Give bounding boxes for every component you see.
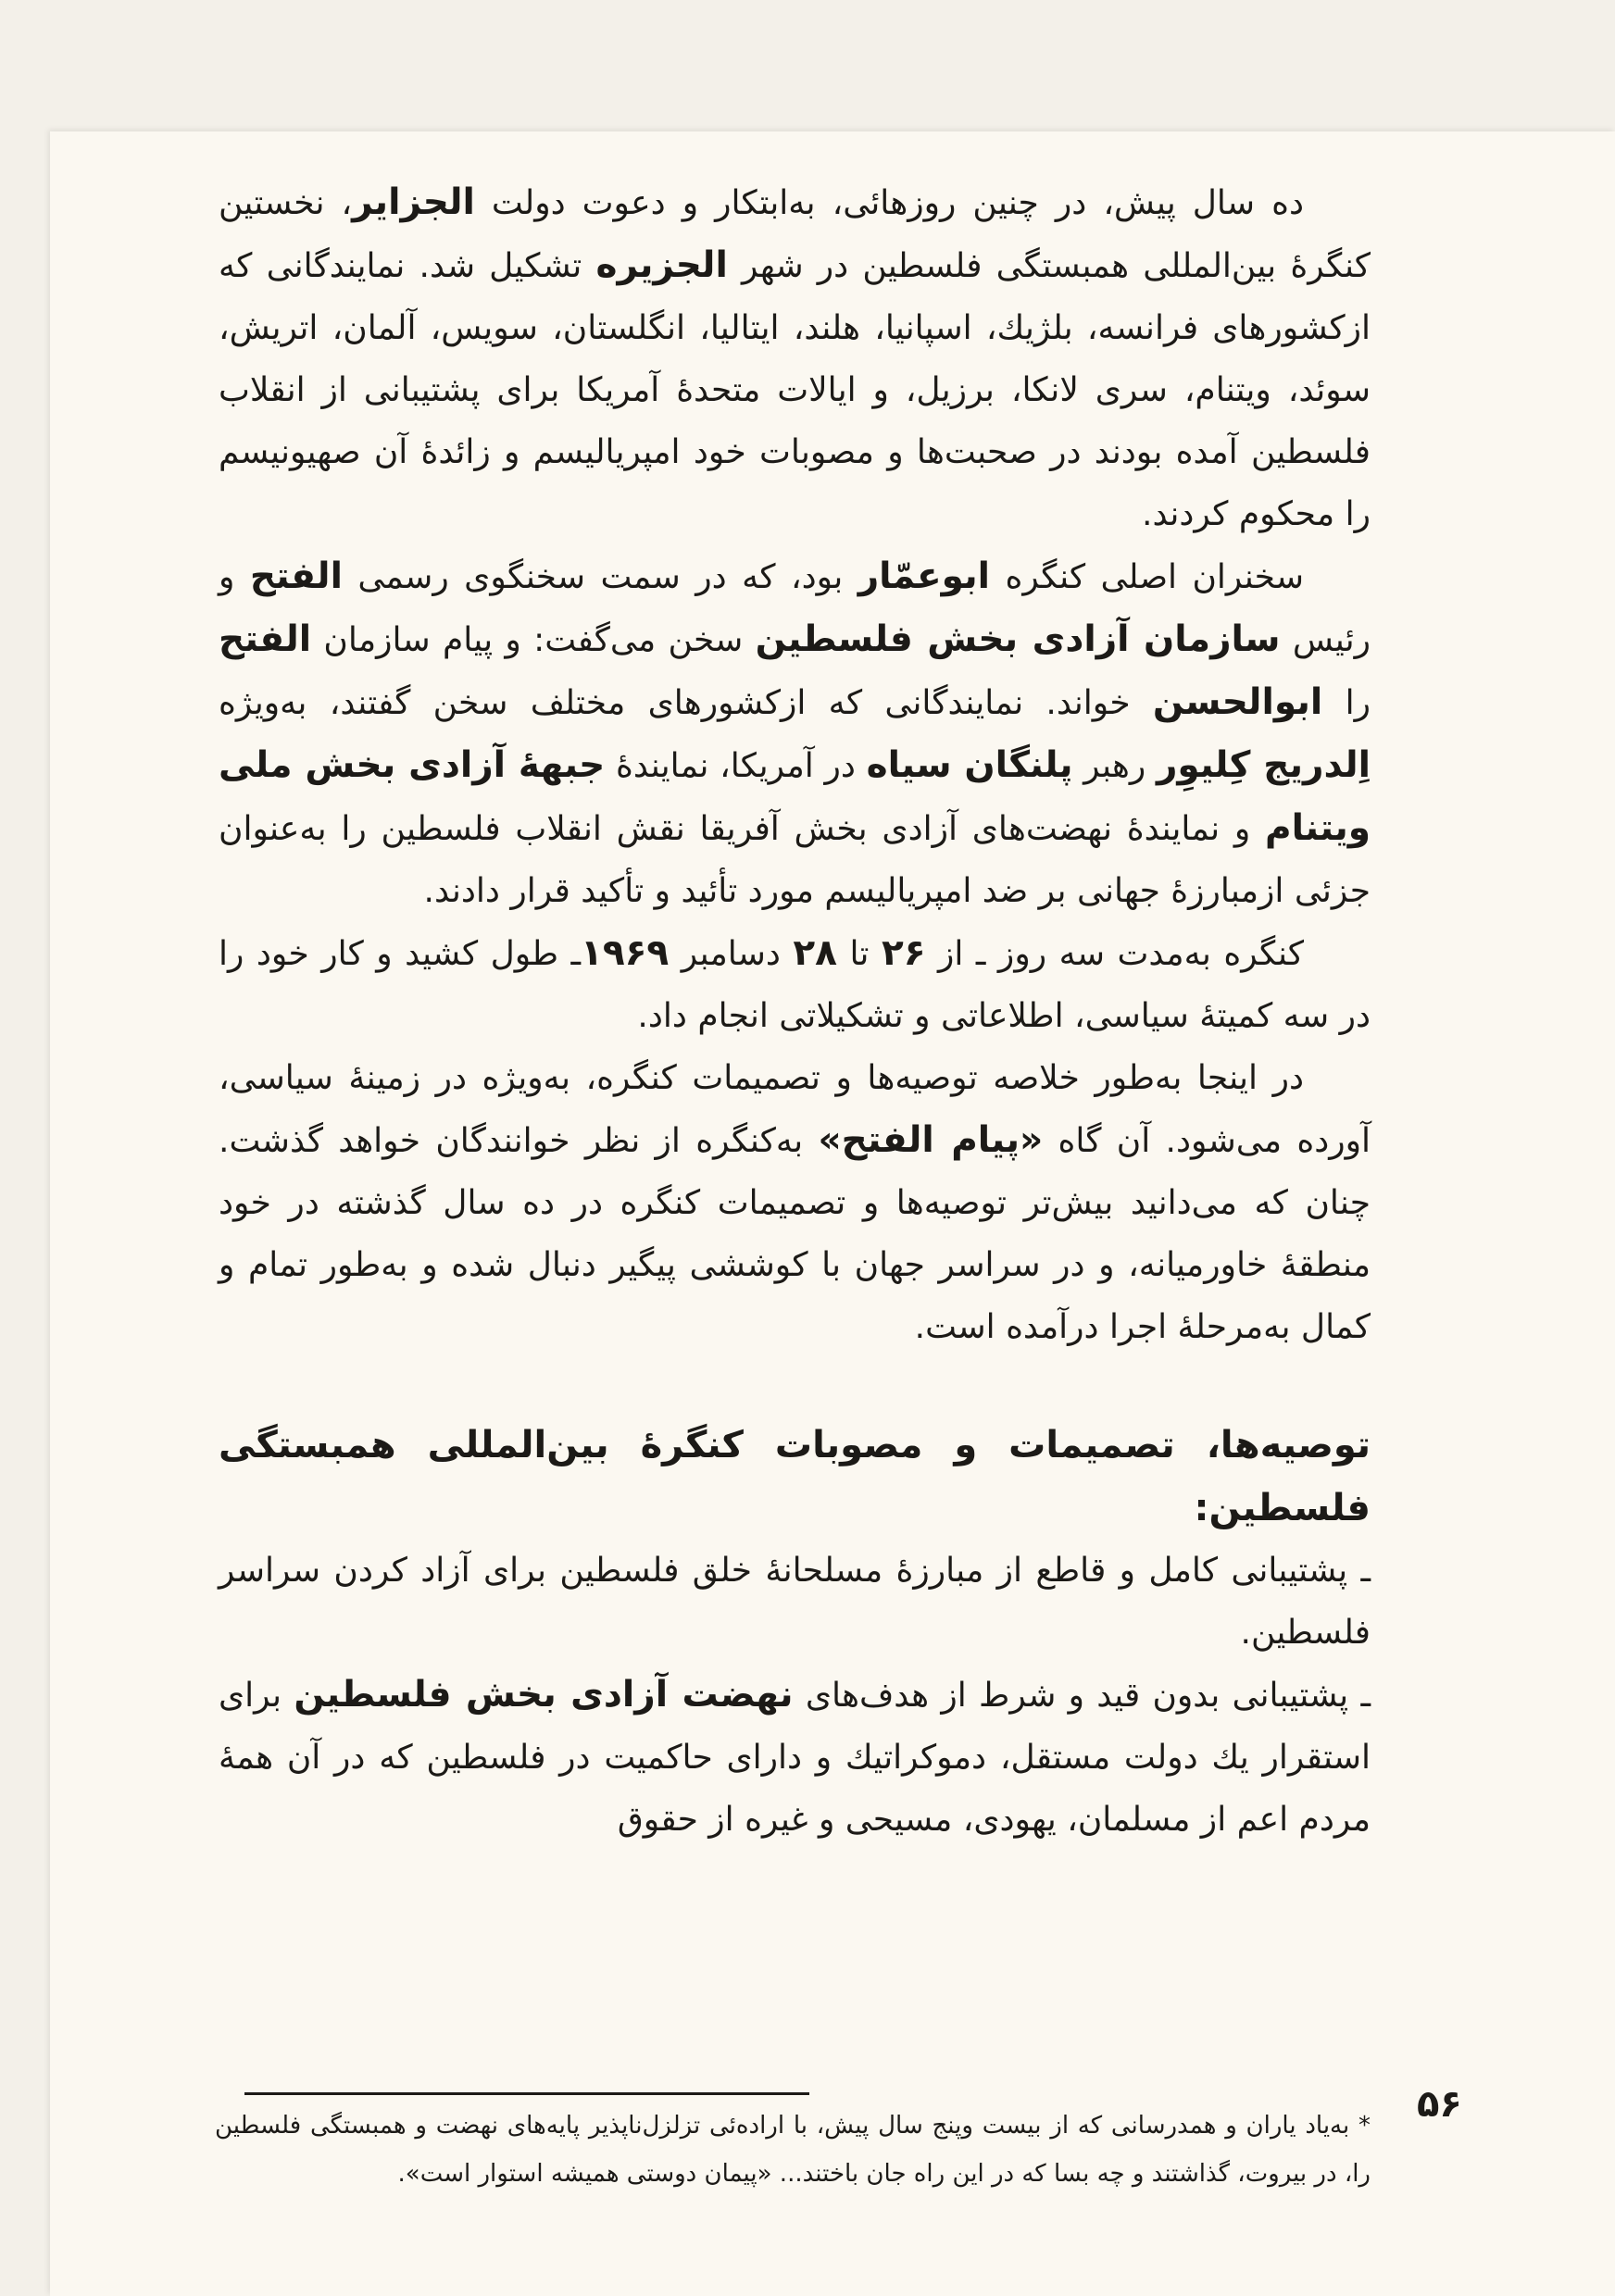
bold-text: اِلدریج کِلیوِر <box>1156 744 1371 786</box>
bold-text: ابوالحسن <box>1152 681 1323 723</box>
section-gap <box>219 1358 1371 1414</box>
bold-text: جبههٔ آزادی بخش ملی ویتنام <box>219 744 1371 849</box>
text-run: سخن می‌گفت: و پیام سازمان <box>311 621 756 659</box>
text-run: برای استقرار یك دولت مستقل، دموکراتیك و دارای حاکمیت در فلسطین که در آن همهٔ مردم اعم از مسلمان، یهودی، مسیحی و غیره از حقوق <box>219 1677 1371 1839</box>
text-run: سخنران اصلی کنگره <box>990 558 1305 596</box>
text-run: تا <box>836 935 882 973</box>
text-run: دسامبر <box>669 935 794 973</box>
text-run: ـ پشتیبانی کامل و قاطع از مبارزهٔ مسلحانهٔ خلق فلسطین برای آزاد کردن سراسر فلسطین. <box>219 1552 1371 1652</box>
text-run: و نمایندهٔ نهضت‌های آزادی بخش آفریقا نقش انقلاب فلسطین را به‌عنوان جزئی ازمبارزهٔ جهانی بر ضد امپریالیسم مورد تأئید و تأکید قرار دادند. <box>219 810 1371 910</box>
text-run: خواند. نمایندگانی که ازکشورهای مختلف سخن گفتند، به‌ویژه <box>219 684 1153 722</box>
body-text <box>219 171 1371 1851</box>
paragraph <box>219 171 1371 545</box>
paragraph <box>219 922 1371 1047</box>
bullet-item <box>219 1540 1371 1664</box>
page-number: ۵۶ <box>1417 2083 1462 2126</box>
text-run: رهبر <box>1072 747 1157 785</box>
bullet-item <box>219 1664 1371 1851</box>
bold-text: نهضت آزادی بخش فلسطین <box>294 1674 794 1716</box>
text-run: تشکیل شد. نمایندگانی که ازکشورهای فرانسه، بلژیك، اسپانیا، هلند، ایتالیا، انگلستان، سویس، آلمان، اتریش، سوئد، ویتنام، سری لانکا، برزیل، و ایالات متحدهٔ آمریکا برای پشتیبانی از انقلاب فلسطین آمده بودند در صحبت‌ها و مصوبات خود امپریالیسم و زائدهٔ آن صهیونیسم را محکوم کردند. <box>219 247 1371 533</box>
bold-text: سازمان آزادی بخش فلسطین <box>755 618 1281 660</box>
bold-text: الجزایر <box>352 181 475 223</box>
text-run: ، نخستین کنگرهٔ بین‌المللی همبستگی فلسطین در شهر <box>219 184 1371 285</box>
text-run: در آمریکا، نمایندهٔ <box>605 747 867 785</box>
bold-text: الفتح <box>249 555 343 597</box>
text-run: به‌کنگره از نظر خوانندگان خواهد گذشت. چنان که می‌دانید بیش‌تر توصیه‌ها و تصمیمات کنگره در ده سال گذشته در خود منطقهٔ خاورمیانه، و در سراسر جهان با کوششی پیگیر دنبال شده و به‌طور تمام و کمال به‌مرحلهٔ اجرا درآمده است. <box>219 1122 1371 1346</box>
footnote-rule <box>244 2092 809 2095</box>
paragraph <box>219 545 1371 922</box>
paragraph <box>219 1047 1371 1358</box>
bold-text: ابوعمّار <box>858 555 991 597</box>
bold-text: الجزیره <box>595 244 728 286</box>
text-run: کنگره به‌مدت سه روز ـ از <box>925 935 1304 973</box>
section-heading: توصیه‌ها، تصمیمات و مصوبات کنگرهٔ بین‌المللی همبستگی فلسطین: <box>219 1424 1371 1529</box>
bold-text: ۲۶ <box>881 932 926 974</box>
bold-text: ۱۹۶۹ <box>581 932 670 974</box>
text-run: ـ طول کشید و کار خود را در سه کمیتهٔ سیاسی، اطلاعاتی و تشکیلاتی انجام داد. <box>219 935 1371 1035</box>
bold-text: الفتح <box>219 618 312 660</box>
text-run: و رئیس <box>219 558 1371 659</box>
footnote <box>215 2102 1371 2198</box>
text-run: را <box>1322 684 1371 722</box>
footnote-text: * به‌یاد یاران و همدرسانی که از بیست وپنج سال پیش، با اراده‌ئی تزلزل‌ناپذیر پایه‌های نهضت و همبستگی فلسطین را، در بیروت، گذاشتند و چه بسا که در این راه جان باختند... «پیمان دوستی همیشه استوار است». <box>215 2112 1371 2188</box>
text-run: بود، که در سمت سخنگوی رسمی <box>342 558 858 596</box>
text-run: ـ پشتیبانی بدون قید و شرط از هدف‌های <box>793 1677 1371 1715</box>
text-run: در اینجا به‌طور خلاصه توصیه‌ها و تصمیمات کنگره، به‌ویژه در زمینهٔ سیاسی، آورده می‌شود. آن گاه <box>219 1059 1371 1160</box>
bold-text: ۲۸ <box>793 932 837 974</box>
bold-text: پلنگان سیاه <box>866 744 1073 786</box>
bold-text: «پیام الفتح» <box>818 1119 1044 1161</box>
text-run: ده سال پیش، در چنین روزهائی، به‌ابتکار و دعوت دولت <box>474 184 1304 222</box>
